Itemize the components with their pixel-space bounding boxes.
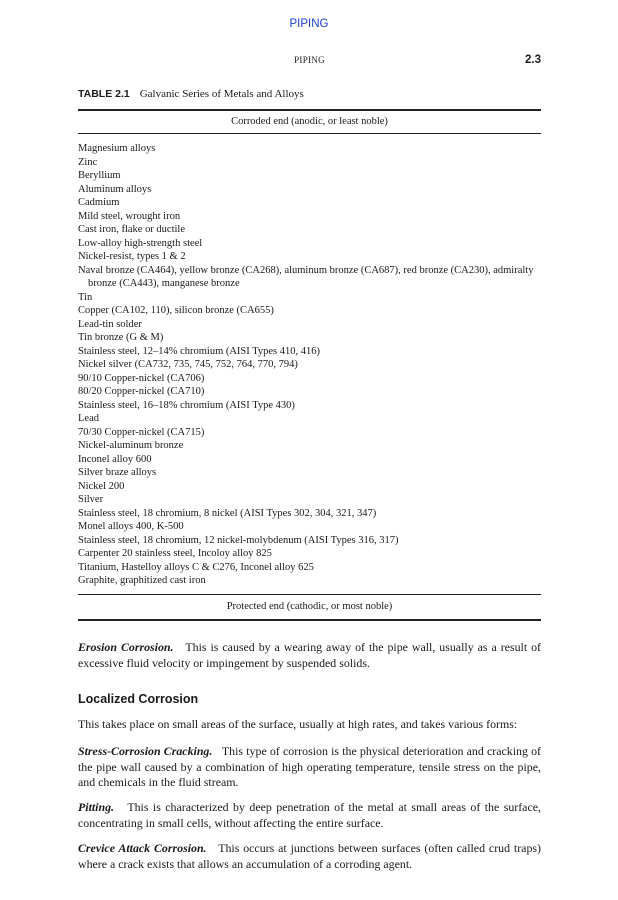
pitting-term: Pitting. [78,800,115,814]
page-number: 2.3 [525,54,541,66]
metal-list-item: Copper (CA102, 110), silicon bronze (CA655) [78,305,274,316]
metal-list-item: Stainless steel, 16–18% chromium (AISI Type 430) [78,399,295,411]
table-top-rule [78,109,541,111]
metal-list-item: 80/20 Copper-nickel (CA710) [78,386,205,397]
metal-list-item: 90/10 Copper-nickel (CA706) [78,372,205,384]
metal-list-item: Titanium, Hastelloy alloys C & C276, Inconel alloy 625 [78,561,314,573]
metal-list-item: Nickel-resist, types 1 & 2 [78,251,186,262]
metal-list-item: Nickel 200 [78,480,125,492]
crevice-attack-text: This occurs at junctions between surfaces (often called crud traps) where a crack exists that allows an accumulation of a corroding agent. [78,841,541,871]
metal-list-item: Tin bronze (G & M) [78,332,164,343]
metal-list-item: Monel alloys 400, K-500 [78,521,184,532]
metal-list-item: Cadmium [78,197,120,208]
localized-corrosion-heading: Localized Corrosion [78,692,199,706]
crevice-attack-term: Crevice Attack Corrosion. [78,841,207,855]
protected-end-label: Protected end (cathodic, or most noble) [226,601,393,612]
metal-list-item: Zinc [78,156,98,168]
metal-list-item: Silver braze alloys [78,467,157,478]
metal-list-item: Stainless steel, 12–14% chromium (AISI Types 410, 416) [78,345,321,357]
running-title: PIPING [294,55,325,65]
table-footer-rule [78,594,541,595]
pitting-text: This is characterized by deep penetration of the metal at small areas of the surface, concentrating in small cells, without affecting the entire surface. [78,800,541,830]
metal-list-item: Stainless steel, 18 chromium, 8 nickel (AISI Types 302, 304, 321, 347) [78,507,377,519]
metal-list-item: Magnesium alloys [78,143,156,154]
galvanic-series-list [78,142,541,588]
table-title: Galvanic Series of Metals and Alloys [139,88,304,100]
table-bottom-rule [78,619,541,621]
erosion-corrosion-term: Erosion Corrosion. [78,640,174,654]
stress-corrosion-text: This type of corrosion is the physical deterioration and cracking of the pipe wall caused by a combination of high operating temperature, tensile stress on the pipe, and chemicals in the fluid stream. [78,744,542,790]
corroded-end-label: Corroded end (anodic, or least noble) [231,116,388,127]
metal-list-item: Inconel alloy 600 [78,453,152,465]
metal-list-item: Nickel-aluminum bronze [78,440,184,451]
metal-list-item: Beryllium [78,170,121,181]
metal-list-item: Graphite, graphitized cast iron [78,575,206,586]
top-nav-link[interactable]: PIPING [289,18,329,30]
pitting-paragraph [78,800,541,831]
metal-list-item: Carpenter 20 stainless steel, Incoloy alloy 825 [78,548,272,559]
stress-corrosion-term: Stress-Corrosion Cracking. [78,744,213,758]
metal-list-item: Cast iron, flake or ductile [78,224,186,235]
metal-list-item: Nickel silver (CA732, 735, 745, 752, 764, 770, 794) [78,359,298,370]
metal-list-item: Tin [78,291,93,303]
table-header-rule [78,133,541,134]
crevice-attack-paragraph [78,841,541,872]
metal-list-item: Aluminum alloys [78,183,152,195]
metal-list-item: Silver [78,494,104,505]
localized-corrosion-intro: This takes place on small areas of the surface, usually at high rates, and takes various forms: [78,717,518,731]
metal-list-item: Mild steel, wrought iron [78,210,181,222]
erosion-corrosion-text: This is caused by a wearing away of the pipe wall, usually as a result of excessive fluid velocity or impingement by suspended solids. [78,640,541,670]
table-label: TABLE 2.1 [78,88,130,100]
metal-list-item: Stainless steel, 18 chromium, 12 nickel-molybdenum (AISI Types 316, 317) [78,534,399,546]
running-header [78,55,541,69]
table-caption [78,88,304,100]
metal-list-item: Lead [78,413,99,424]
metal-list-item: Lead-tin solder [78,318,142,330]
erosion-corrosion-paragraph [78,640,541,671]
metal-list-item: Naval bronze (CA464), yellow bronze (CA268), aluminum bronze (CA687), red bronze (CA230), admiralty bronze (CA443), manganese bronze [78,264,534,289]
metal-list-item: Low-alloy high-strength steel [78,237,203,249]
stress-corrosion-paragraph [78,744,541,791]
metal-list-item: 70/30 Copper-nickel (CA715) [78,426,205,438]
